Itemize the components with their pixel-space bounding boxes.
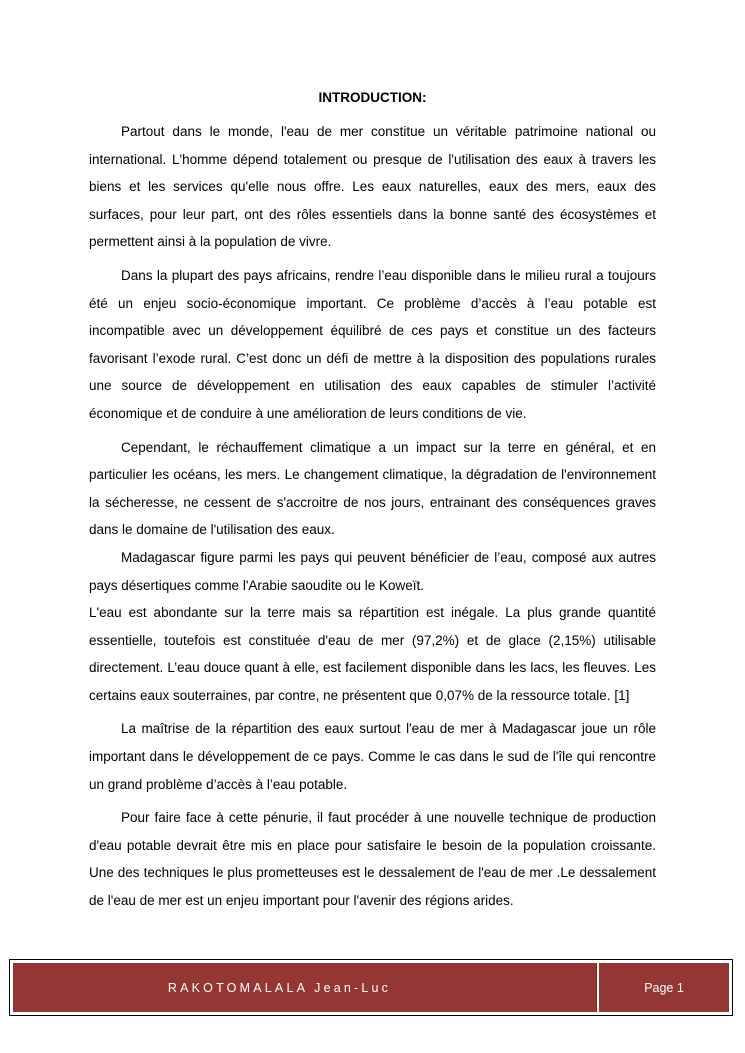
paragraph-1: Partout dans le monde, l'eau de mer constitue un véritable patrimoine national ou international. L'homme dépend totalement ou presque de l'utilisation des eaux à travers les biens et les services qu'elle nous offre. Les eaux naturelles, eaux des mers, eaux des surfaces, pour leur part, ont des rôles essentiels dans la bonne santé des écosystèmes et permettent ainsi à la population de vivre. [89,124,656,250]
paragraph-7: Pour faire face à cette pénurie, il faut procéder à une nouvelle technique de production d'eau potable devrait être mis en place pour satisfaire le besoin de la population croissante. Une des techniques le plus prometteuses est le dessalement de l'eau de mer .Le dessalement de l'eau de mer est un enjeu important pour l'avenir des régions arides. [89,810,656,909]
footer-author-cell [13,963,597,1012]
footer-page-cell [599,963,729,1012]
footer-author: RAKOTOMALALA Jean-Luc [167,980,392,995]
page-number: Page 1 [644,980,684,995]
paragraph-4: Madagascar figure parmi les pays qui peuvent bénéficier de l’eau, composé aux autres pays désertiques comme l'Arabie saoudite ou le Koweït. [89,549,656,593]
page-footer [9,959,733,1016]
paragraph-6: La maîtrise de la répartition des eaux surtout l'eau de mer à Madagascar joue un rôle important dans le développement de ce pays. Comme le cas dans le sud de l'île qui rencontre un grand problème d’accès à l’eau potable. [89,721,656,792]
document-body [89,118,656,915]
paragraph-2: Dans la plupart des pays africains, rendre l’eau disponible dans le milieu rural a toujours été un enjeu socio-économique important. Ce problème d’accès à l’eau potable est incompatible avec un développement équilibré de ces pays et constitue un des facteurs favorisant l’exode rural. C’est donc un défi de mettre à la disposition des populations rurales une source de développement en utilisation des eaux capables de stimuler l’activité économique et de conduire à une amélioration de leurs conditions de vie. [89,267,656,421]
paragraph-5: L'eau est abondante sur la terre mais sa répartition est inégale. La plus grande quantité essentielle, toutefois est constituée d'eau de mer (97,2%) et de glace (2,15%) utilisable directement. L’eau douce quant à elle, est facilement disponible dans les lacs, les fleuves. Les certains eaux souterraines, par contre, ne présentent que 0,07% de la ressource totale. [1] [89,605,656,703]
paragraph-3: Cependant, le réchauffement climatique a un impact sur la terre en général, et en particulier les océans, les mers. Le changement climatique, la dégradation de l'environnement la sécheresse, ne cessent de s'accroitre de nos jours, entrainant des conséquences graves dans le domaine de l'utilisation des eaux. [89,439,656,538]
page-title: INTRODUCTION: [318,90,427,105]
